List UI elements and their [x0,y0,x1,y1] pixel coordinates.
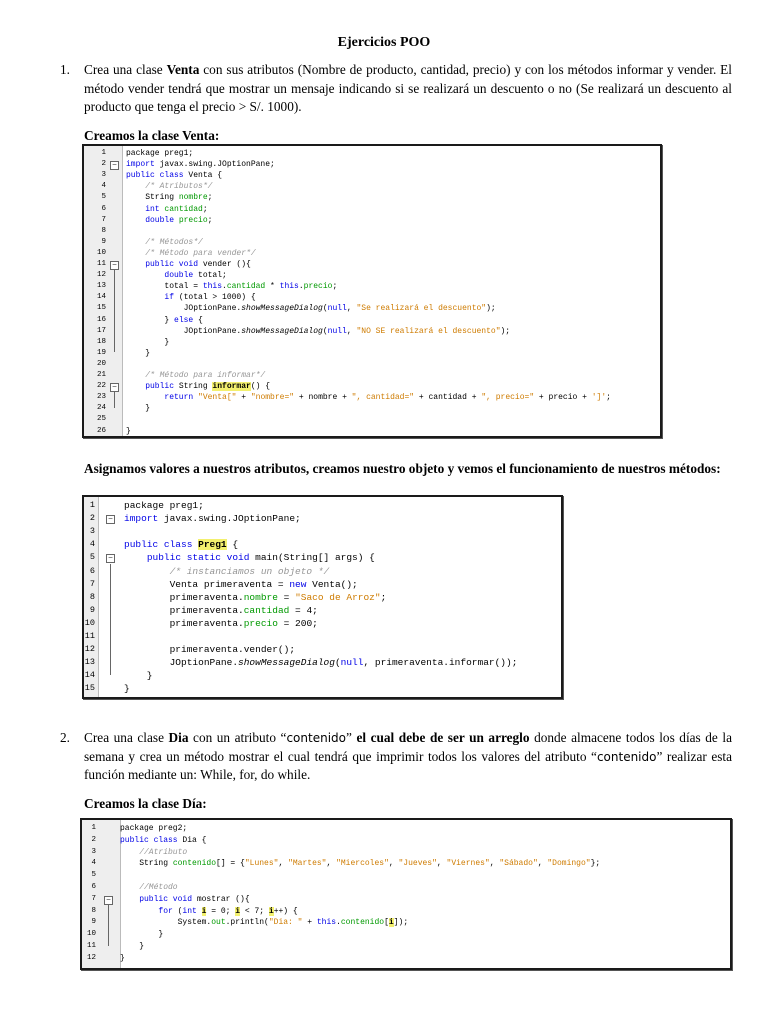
code-text: /* Método para vender*/ [145,248,256,258]
code-line [82,941,730,953]
code-line [84,565,561,578]
code-line [84,669,561,682]
code-text: //Atributo [139,847,188,857]
code-line [84,359,660,370]
line-number: 10 [96,248,106,257]
code-text: double total; [164,271,227,281]
code-line [84,148,660,159]
line-number: 3 [91,847,96,856]
line-number: 25 [96,415,106,424]
fold-toggle-icon[interactable]: − [110,383,119,392]
line-number: 14 [96,293,106,302]
line-number: 7 [89,578,95,589]
code-line [84,170,660,181]
code-text: for (int i = 0; i < 7; i++) { [158,906,298,916]
line-number: 12 [86,953,96,962]
line-number: 14 [84,670,95,681]
line-number: 5 [89,552,95,563]
line-number: 7 [101,215,106,224]
code-line [84,159,660,170]
code-text: primeraventa.nombre = "Saco de Arroz"; [124,591,387,603]
code-text: JOptionPane.showMessageDialog(null, "Se realizará el descuento"); [126,304,496,314]
heading-crear-dia: Creamos la clase Día: [84,796,207,811]
code-line [84,643,561,656]
fold-toggle-icon[interactable]: − [106,515,115,524]
code-line [82,894,730,906]
line-number: 7 [91,894,96,903]
line-number: 6 [91,883,96,891]
code-text: if (total > 1000) { [164,293,256,303]
line-number: 24 [96,404,106,413]
line-number: 1 [101,149,106,157]
code-text: public static void main(String[] args) { [146,552,375,564]
code-text: } [126,404,151,414]
code-line [82,929,730,941]
fold-guide-line [110,564,111,675]
fold-guide-line [114,391,115,408]
line-number: 6 [89,565,95,576]
code-line [84,215,660,226]
class-name-bold: Dia [168,730,189,745]
line-number: 11 [86,942,96,950]
code-line [84,578,561,591]
code-text: double precio; [145,215,213,225]
exercise-1-number: 1. [60,62,70,77]
line-number: 2 [91,835,96,844]
line-number: 2 [89,513,95,524]
code-line [84,414,660,425]
line-number: 19 [96,348,106,357]
line-number: 4 [91,859,96,868]
code-line [84,281,660,292]
exercise-2-number: 2. [60,730,70,745]
code-line [84,525,561,538]
line-number: 1 [91,824,96,832]
code-line [84,630,561,643]
line-number: 6 [101,204,106,213]
code-line [84,617,561,630]
code-line [84,326,660,337]
code-line [84,499,561,512]
code-line [84,226,660,237]
code-text: public class Dia { [120,835,207,845]
code-screenshot-venta [82,144,662,438]
code-line [84,682,561,695]
line-number: 11 [96,260,106,268]
code-text: } [120,942,145,951]
code-line [84,292,660,303]
code-text: /* Métodos*/ [145,237,203,247]
code-text: package preg1; [126,149,194,158]
code-line [84,348,660,359]
class-name-bold: Venta [166,62,200,77]
line-number: 22 [96,382,106,391]
code-line [84,538,561,551]
code-line [84,337,660,348]
code-text: } [120,953,125,963]
line-number: 9 [91,918,96,927]
exercise-2 [60,729,732,785]
code-text: } [124,683,130,695]
code-text: public void mostrar (){ [139,894,250,904]
line-number: 16 [96,315,106,324]
text-part: Crea una clase [84,730,169,745]
code-text: primeraventa.precio = 200; [124,617,318,629]
code-line [84,381,660,392]
text-part: con un atributo “ [188,730,287,745]
code-text: Venta primeraventa = new Venta(); [124,578,358,590]
code-text: package preg1; [124,500,204,511]
line-number: 8 [89,591,95,602]
text-part: ” realizar esta función mediante un: While, for, do while. [84,748,732,782]
code-line [84,370,660,381]
line-number: 5 [101,193,106,202]
code-line [84,512,561,525]
code-text: primeraventa.cantidad = 4; [124,604,318,616]
code-text: /* Atributos*/ [145,182,213,192]
code-text: int cantidad; [145,204,208,214]
line-number: 15 [84,683,95,694]
code-line [84,192,660,203]
line-number: 2 [101,160,106,169]
code-text: } [124,670,153,682]
code-text: import javax.swing.JOptionPane; [124,513,301,525]
code-line [84,181,660,192]
fold-toggle-icon[interactable]: − [106,554,115,563]
exercise-1-text [84,61,732,117]
heading-asignamos-valores: Asignamos valores a nuestros atributos, creamos nuestro objeto y vemos el funcionamiento de nuestros métodos: [84,461,721,476]
line-number: 3 [89,526,95,537]
code-line [84,426,660,437]
code-text: } [126,337,170,347]
text-part: ” [345,730,357,745]
code-text: package preg2; [120,824,188,833]
code-text: } [126,348,151,358]
line-number: 5 [91,871,96,880]
code-line [82,823,730,835]
code-line [84,403,660,414]
code-text: /* instanciamos un objeto */ [169,565,330,577]
line-number: 8 [91,906,96,915]
code-line [82,917,730,929]
code-text: } [120,930,164,940]
code-line [82,835,730,847]
code-text: public void vender (){ [145,260,251,269]
code-text: //Método [139,883,178,892]
code-text: JOptionPane.showMessageDialog(null, primeraventa.informar()); [124,657,518,669]
code-line [82,953,730,965]
line-number: 23 [96,393,106,402]
fold-toggle-icon[interactable]: − [110,261,119,270]
inline-attr-name: contenido [286,731,346,745]
bold-phrase: el cual debe de ser un arreglo [356,730,530,745]
code-text: public String informar() { [145,382,271,392]
code-line [84,392,660,403]
code-text: String contenido[] = {"Lunes", "Martes", "Miercoles", "Jueves", "Viernes", "Sábado", "Domingo"}; [120,859,601,869]
code-line [84,604,561,617]
text-part: Crea una clase [84,62,167,77]
code-text: System.out.println("Dia: " + this.contenido[i]); [120,918,409,928]
code-text: total = this.cantidad * this.precio; [126,282,338,292]
line-number: 13 [96,282,106,291]
code-screenshot-dia [80,818,732,970]
exercise-2-text [84,729,732,785]
inline-attr-name: contenido [596,749,657,764]
fold-toggle-icon[interactable]: − [104,896,113,905]
code-line [82,847,730,859]
code-line [82,906,730,918]
code-line [84,315,660,326]
line-number: 11 [84,631,95,641]
code-text: return "Venta[" + "nombre=" + nombre + ", cantidad=" + cantidad + ", precio=" + precio + ']'; [164,393,611,403]
code-text: import javax.swing.JOptionPane; [126,160,275,170]
code-line [84,656,561,669]
code-line [84,551,561,564]
code-text: primeraventa.vender(); [124,644,296,656]
code-text: /* Método para informar*/ [145,371,266,380]
code-line [84,204,660,215]
line-number: 21 [96,371,106,379]
line-number: 18 [96,337,106,346]
code-line [84,270,660,281]
line-number: 4 [101,182,106,191]
code-line [82,870,730,882]
code-text: String nombre; [126,193,213,203]
code-text: } [126,426,131,436]
line-number: 12 [96,271,106,280]
page-title: Ejercicios POO [337,35,431,50]
line-number: 15 [96,304,106,313]
code-text: JOptionPane.showMessageDialog(null, "NO SE realizará el descuento"); [126,326,511,336]
line-number: 13 [84,657,95,668]
code-text: } else { [126,315,203,325]
fold-guide-line [114,269,115,352]
text-part: con sus atributos (Nombre de producto, cantidad, precio) y con los métodos informar y vender. El método vender tendrá que mostrar un mensaje indicando si se realizará un descuento o no (Se realizará un descuento al producto que tenga el precio > S/. 1000). [84,62,732,114]
line-number: 3 [101,171,106,180]
code-line [84,303,660,314]
line-number: 20 [96,359,106,368]
line-number: 10 [84,617,95,628]
heading-crear-venta: Creamos la clase Venta: [84,128,220,143]
line-number: 9 [89,604,95,615]
line-number: 4 [89,539,95,550]
code-line [82,858,730,870]
code-line [82,882,730,894]
line-number: 10 [86,930,96,939]
line-number: 1 [89,500,95,510]
code-line [84,237,660,248]
line-number: 8 [101,226,106,235]
line-number: 12 [84,644,95,655]
code-line [84,259,660,270]
exercise-1 [60,61,732,117]
fold-guide-line [108,905,109,946]
line-number: 26 [96,426,106,435]
fold-toggle-icon[interactable]: − [110,161,119,170]
code-text: public class Venta { [126,171,223,181]
text-part: donde almacene todos los días de la semana y crea un método mostrar el cual tendrá que imprimir todos los valores del atributo “ [84,730,732,764]
code-screenshot-preg1 [82,495,563,699]
line-number: 17 [96,326,106,335]
line-number: 9 [101,237,106,246]
code-line [84,248,660,259]
code-line [84,591,561,604]
code-text: public class Preg1 { [124,539,239,551]
